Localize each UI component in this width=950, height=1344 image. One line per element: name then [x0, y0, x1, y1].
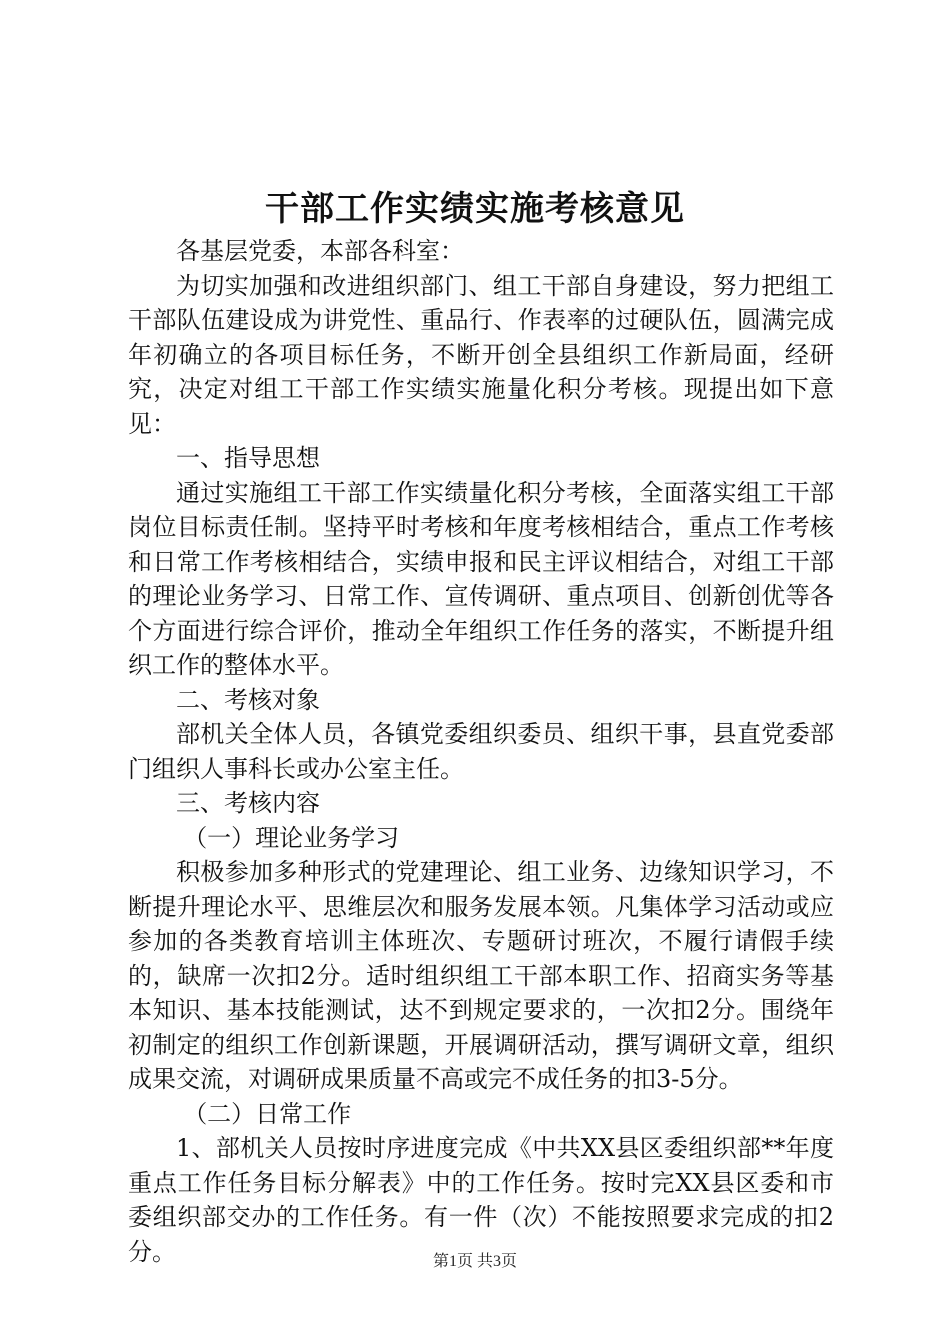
section-heading: 二、考核对象 [176, 685, 320, 714]
body-paragraph: 部机关全体人员，各镇党委组织委员、组织干事，县直党委部门组织人事科长或办公室主任。 [128, 720, 834, 783]
page-footer: 第1页 共3页 [432, 1253, 517, 1270]
body-paragraph: 1、部机关人员按时序进度完成《中共XX县区委组织部**年度重点工作任务目标分解表》中的工作任务。按时完XX县区委和市委组织部交办的工作任务。有一件（次）不能按照要求完成的扣2分。 [128, 1134, 834, 1266]
body-paragraph: 各基层党委，本部各科室： [176, 237, 464, 265]
subsection-heading: （二）日常工作 [183, 1099, 352, 1128]
section-heading: 一、指导思想 [176, 444, 320, 472]
document-body [128, 234, 834, 1269]
body-paragraph: 为切实加强和改进组织部门、组工干部自身建设，努力把组工干部队伍建设成为讲党性、重品行、作表率的过硬队伍，圆满完成年初确立的各项目标任务，不断开创全县组织工作新局面，经研究，决定对组工干部工作实绩实施量化积分考核。现提出如下意见： [128, 271, 834, 438]
document-title: 干部工作实绩实施考核意见 [265, 189, 685, 229]
section-heading: 三、考核内容 [176, 789, 320, 817]
body-paragraph: 积极参加多种形式的党建理论、组工业务、边缘知识学习，不断提升理论水平、思维层次和服务发展本领。凡集体学习活动或应参加的各类教育培训主体班次、专题研讨班次，不履行请假手续的，缺席一次扣2分。适时组织组工干部本职工作、招商实务等基本知识、基本技能测试，达不到规定要求的，一次扣2分。围绕年初制定的组织工作创新课题，开展调研活动，撰写调研文章，组织成果交流，对调研成果质量不高或完不成任务的扣3-5分。 [128, 858, 834, 1093]
subsection-heading: （一）理论业务学习 [183, 823, 400, 852]
body-paragraph: 通过实施组工干部工作实绩量化积分考核，全面落实组工干部岗位目标责任制。坚持平时考核和年度考核相结合，重点工作考核和日常工作考核相结合，实绩申报和民主评议相结合，对组工干部的理论业务学习、日常工作、宣传调研、重点项目、创新创优等各个方面进行综合评价，推动全年组织工作任务的落实，不断提升组织工作的整体水平。 [128, 478, 834, 679]
